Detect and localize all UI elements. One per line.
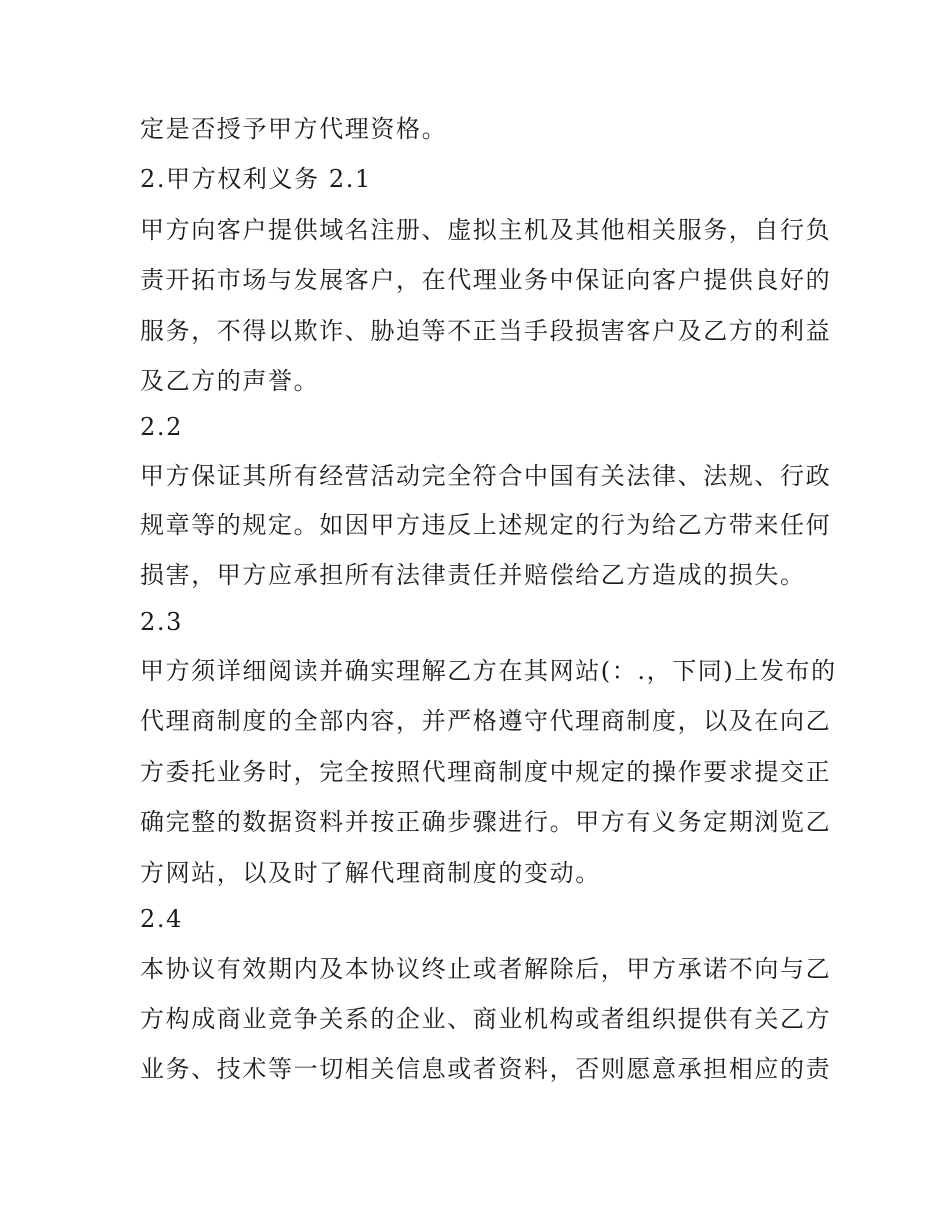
paragraph-line: 代理商制度的全部内容，并严格遵守代理商制度，以及在向乙: [140, 707, 832, 735]
paragraph-line: 服务，不得以欺诈、胁迫等不正当手段损害客户及乙方的利益: [140, 317, 832, 345]
paragraph-line: 损害，甲方应承担所有法律责任并赔偿给乙方造成的损失。: [140, 561, 806, 589]
paragraph-line: 方网站，以及时了解代理商制度的变动。: [140, 859, 601, 887]
clause-number: 2.3: [140, 608, 183, 636]
paragraph-line: 方委托业务时，完全按照代理商制度中规定的操作要求提交正: [140, 758, 832, 786]
clause-number: 2.2: [140, 413, 183, 441]
paragraph-line: 责开拓市场与发展客户，在代理业务中保证向客户提供良好的: [140, 266, 832, 294]
paragraph-line: 甲方向客户提供域名注册、虚拟主机及其他相关服务，自行负: [140, 216, 832, 244]
clause-number: 2.4: [140, 905, 183, 933]
paragraph-line: 方构成商业竞争关系的企业、商业机构或者组织提供有关乙方: [140, 1005, 832, 1033]
section-heading: 2.甲方权利义务 2.1: [140, 165, 372, 193]
paragraph-line: 定是否授予甲方代理资格。: [140, 115, 448, 143]
paragraph-line: 规章等的规定。如因甲方违反上述规定的行为给乙方带来任何: [140, 511, 832, 539]
paragraph-line: 业务、技术等一切相关信息或者资料，否则愿意承担相应的责: [140, 1055, 832, 1083]
paragraph-line: 甲方保证其所有经营活动完全符合中国有关法律、法规、行政: [140, 462, 832, 490]
paragraph-line: 及乙方的声誉。: [140, 367, 320, 395]
paragraph-line: 确完整的数据资料并按正确步骤进行。甲方有义务定期浏览乙: [140, 808, 832, 836]
paragraph-line: 甲方须详细阅读并确实理解乙方在其网站(：.，下同)上发布的: [140, 657, 837, 685]
paragraph-line: 本协议有效期内及本协议终止或者解除后，甲方承诺不向与乙: [140, 955, 832, 983]
